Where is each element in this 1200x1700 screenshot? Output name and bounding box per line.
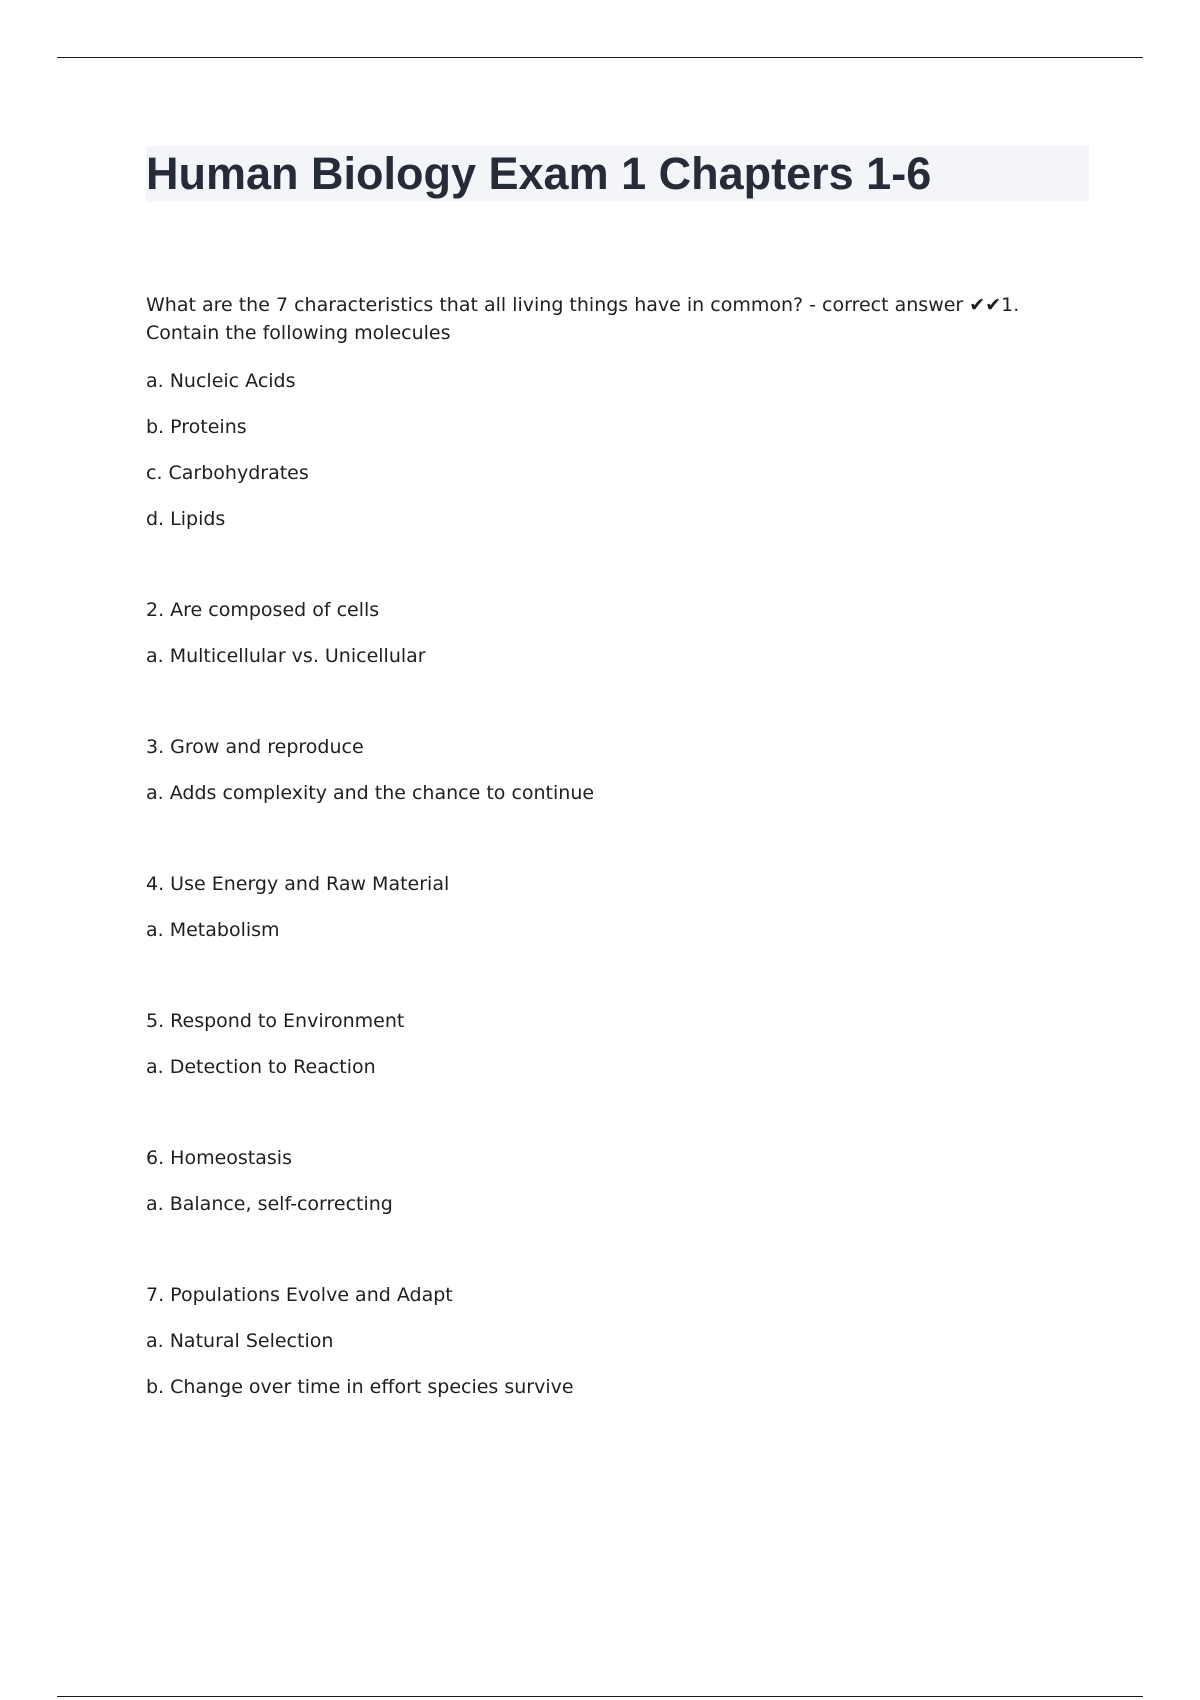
section-3 bbox=[146, 724, 1089, 816]
section-heading: 5. Respond to Environment bbox=[146, 1010, 405, 1032]
section-heading: 6. Homeostasis bbox=[146, 1147, 292, 1169]
bottom-rule bbox=[57, 1696, 1143, 1697]
section-heading: 2. Are composed of cells bbox=[146, 599, 380, 621]
list-item: a. Balance, self-correcting bbox=[146, 1193, 393, 1215]
list-item: a. Natural Selection bbox=[146, 1330, 334, 1352]
section-4 bbox=[146, 861, 1089, 953]
list-item: a. Detection to Reaction bbox=[146, 1056, 376, 1078]
section-6 bbox=[146, 1135, 1089, 1227]
section-7 bbox=[146, 1272, 1089, 1410]
section-heading: 3. Grow and reproduce bbox=[146, 736, 364, 758]
list-item: d. Lipids bbox=[146, 508, 226, 530]
page-title: Human Biology Exam 1 Chapters 1-6 bbox=[146, 148, 932, 199]
section-2 bbox=[146, 587, 1089, 679]
list-item: b. Change over time in effort species survive bbox=[146, 1376, 574, 1398]
list-item: a. Metabolism bbox=[146, 919, 280, 941]
list-item: c. Carbohydrates bbox=[146, 462, 309, 484]
section-5 bbox=[146, 998, 1089, 1090]
list-item: b. Proteins bbox=[146, 416, 247, 438]
list-item: a. Multicellular vs. Unicellular bbox=[146, 645, 426, 667]
question-text: What are the 7 characteristics that all living things have in common? - correct answer ✔✔1. Contain the following molecules bbox=[146, 294, 1020, 344]
list-item: a. Nucleic Acids bbox=[146, 370, 296, 392]
list-item: a. Adds complexity and the chance to continue bbox=[146, 782, 595, 804]
section-1 bbox=[146, 358, 1089, 542]
document-body bbox=[146, 291, 1089, 1410]
top-rule bbox=[57, 57, 1143, 58]
section-heading: 7. Populations Evolve and Adapt bbox=[146, 1284, 453, 1306]
section-heading: 4. Use Energy and Raw Material bbox=[146, 873, 450, 895]
